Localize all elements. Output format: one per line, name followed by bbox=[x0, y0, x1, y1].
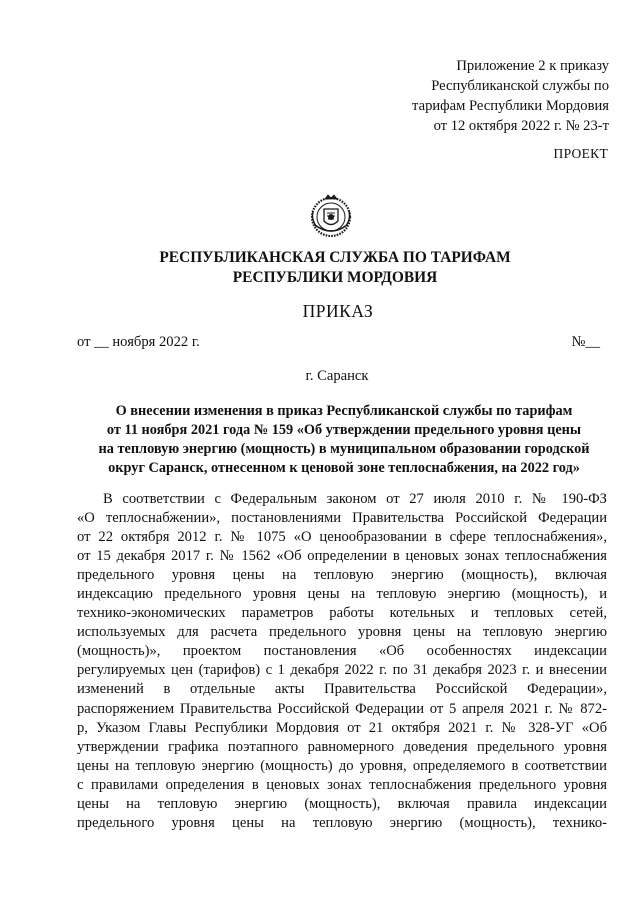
order-number: №__ bbox=[571, 334, 600, 350]
order-body bbox=[77, 490, 607, 833]
coat-of-arms-icon bbox=[307, 191, 355, 239]
body-line: от 15 декабря 2017 г. № 1562 «Об определении в ценовых зонах теплоснабжения bbox=[77, 548, 607, 565]
title-line: на тепловую энергию (мощность) в муниципальном образовании городской bbox=[98, 441, 590, 457]
body-line: утверждении графика поэтапного равномерного доведения предельного уровня bbox=[77, 738, 607, 755]
organization-line: РЕСПУБЛИКАНСКАЯ СЛУЖБА ПО ТАРИФАМ bbox=[159, 249, 511, 266]
organization-line: РЕСПУБЛИКИ МОРДОВИЯ bbox=[232, 269, 438, 286]
appendix-reference bbox=[412, 56, 609, 136]
draft-status-label: ПРОЕКТ bbox=[553, 146, 608, 161]
issue-city: г. Саранск bbox=[305, 368, 369, 384]
title-line: от 11 ноября 2021 года № 159 «Об утверждении предельного уровня цены bbox=[106, 422, 582, 438]
body-line: регулируемых цен (тарифов) с 1 декабря 2022 г. по 31 декабря 2023 г. и внесении bbox=[77, 662, 607, 679]
body-line: предельного уровня цены на тепловую энергию (мощность), включая bbox=[77, 567, 607, 584]
organization-name bbox=[0, 248, 640, 288]
appendix-line: тарифам Республики Мордовия bbox=[412, 98, 609, 114]
appendix-line: Приложение 2 к приказу bbox=[456, 58, 609, 74]
body-line: от 22 октября 2012 г. № 1075 «О ценообразовании в сфере теплоснабжения», bbox=[77, 529, 607, 546]
appendix-line: Республиканской службы по bbox=[431, 78, 609, 94]
title-line: округ Саранск, отнесенном к ценовой зоне теплоснабжения, на 2022 год» bbox=[108, 460, 580, 476]
body-line: «О теплоснабжении», постановлениями Правительства Российской Федерации bbox=[77, 510, 607, 527]
body-line: распоряжением Правительства Российской Федерации от 5 апреля 2021 г. № 872- bbox=[77, 700, 607, 717]
title-line: О внесении изменения в приказ Республиканской службы по тарифам bbox=[115, 403, 573, 419]
order-date: от __ ноября 2022 г. bbox=[77, 334, 200, 350]
order-title bbox=[78, 402, 610, 478]
body-line: с правилами определения в ценовых зонах теплоснабжения предельного уровня bbox=[77, 776, 607, 793]
body-line: (мощность)», проектом постановления «Об особенностях индексации bbox=[77, 643, 607, 660]
body-line: р, Указом Главы Республики Мордовия от 21 октября 2021 г. № 328-УГ «Об bbox=[77, 719, 607, 736]
appendix-line: от 12 октября 2022 г. № 23-т bbox=[433, 118, 609, 134]
body-line: изменений в отдельные акты Правительства Российской Федерации», bbox=[77, 681, 607, 698]
body-line: предельного уровня цены на тепловую энергию (мощность), технико- bbox=[77, 814, 607, 831]
body-line: используемых для расчета предельного уровня цены на тепловую энергию bbox=[77, 624, 607, 641]
body-line: В соответствии с Федеральным законом от 27 июля 2010 г. № 190-ФЗ bbox=[103, 491, 607, 507]
body-line: цены на тепловую энергию (мощность) до уровня, определяемого в соответствии bbox=[77, 757, 607, 774]
document-type-heading: ПРИКАЗ bbox=[302, 301, 374, 321]
body-line: технико-экономических параметров работы котельных и тепловых сетей, bbox=[77, 605, 607, 622]
body-line: цены на тепловую энергию (мощность), включая правила индексации bbox=[77, 795, 607, 812]
body-line: индексацию предельного уровня цены на тепловую энергию (мощность), и bbox=[77, 586, 607, 603]
